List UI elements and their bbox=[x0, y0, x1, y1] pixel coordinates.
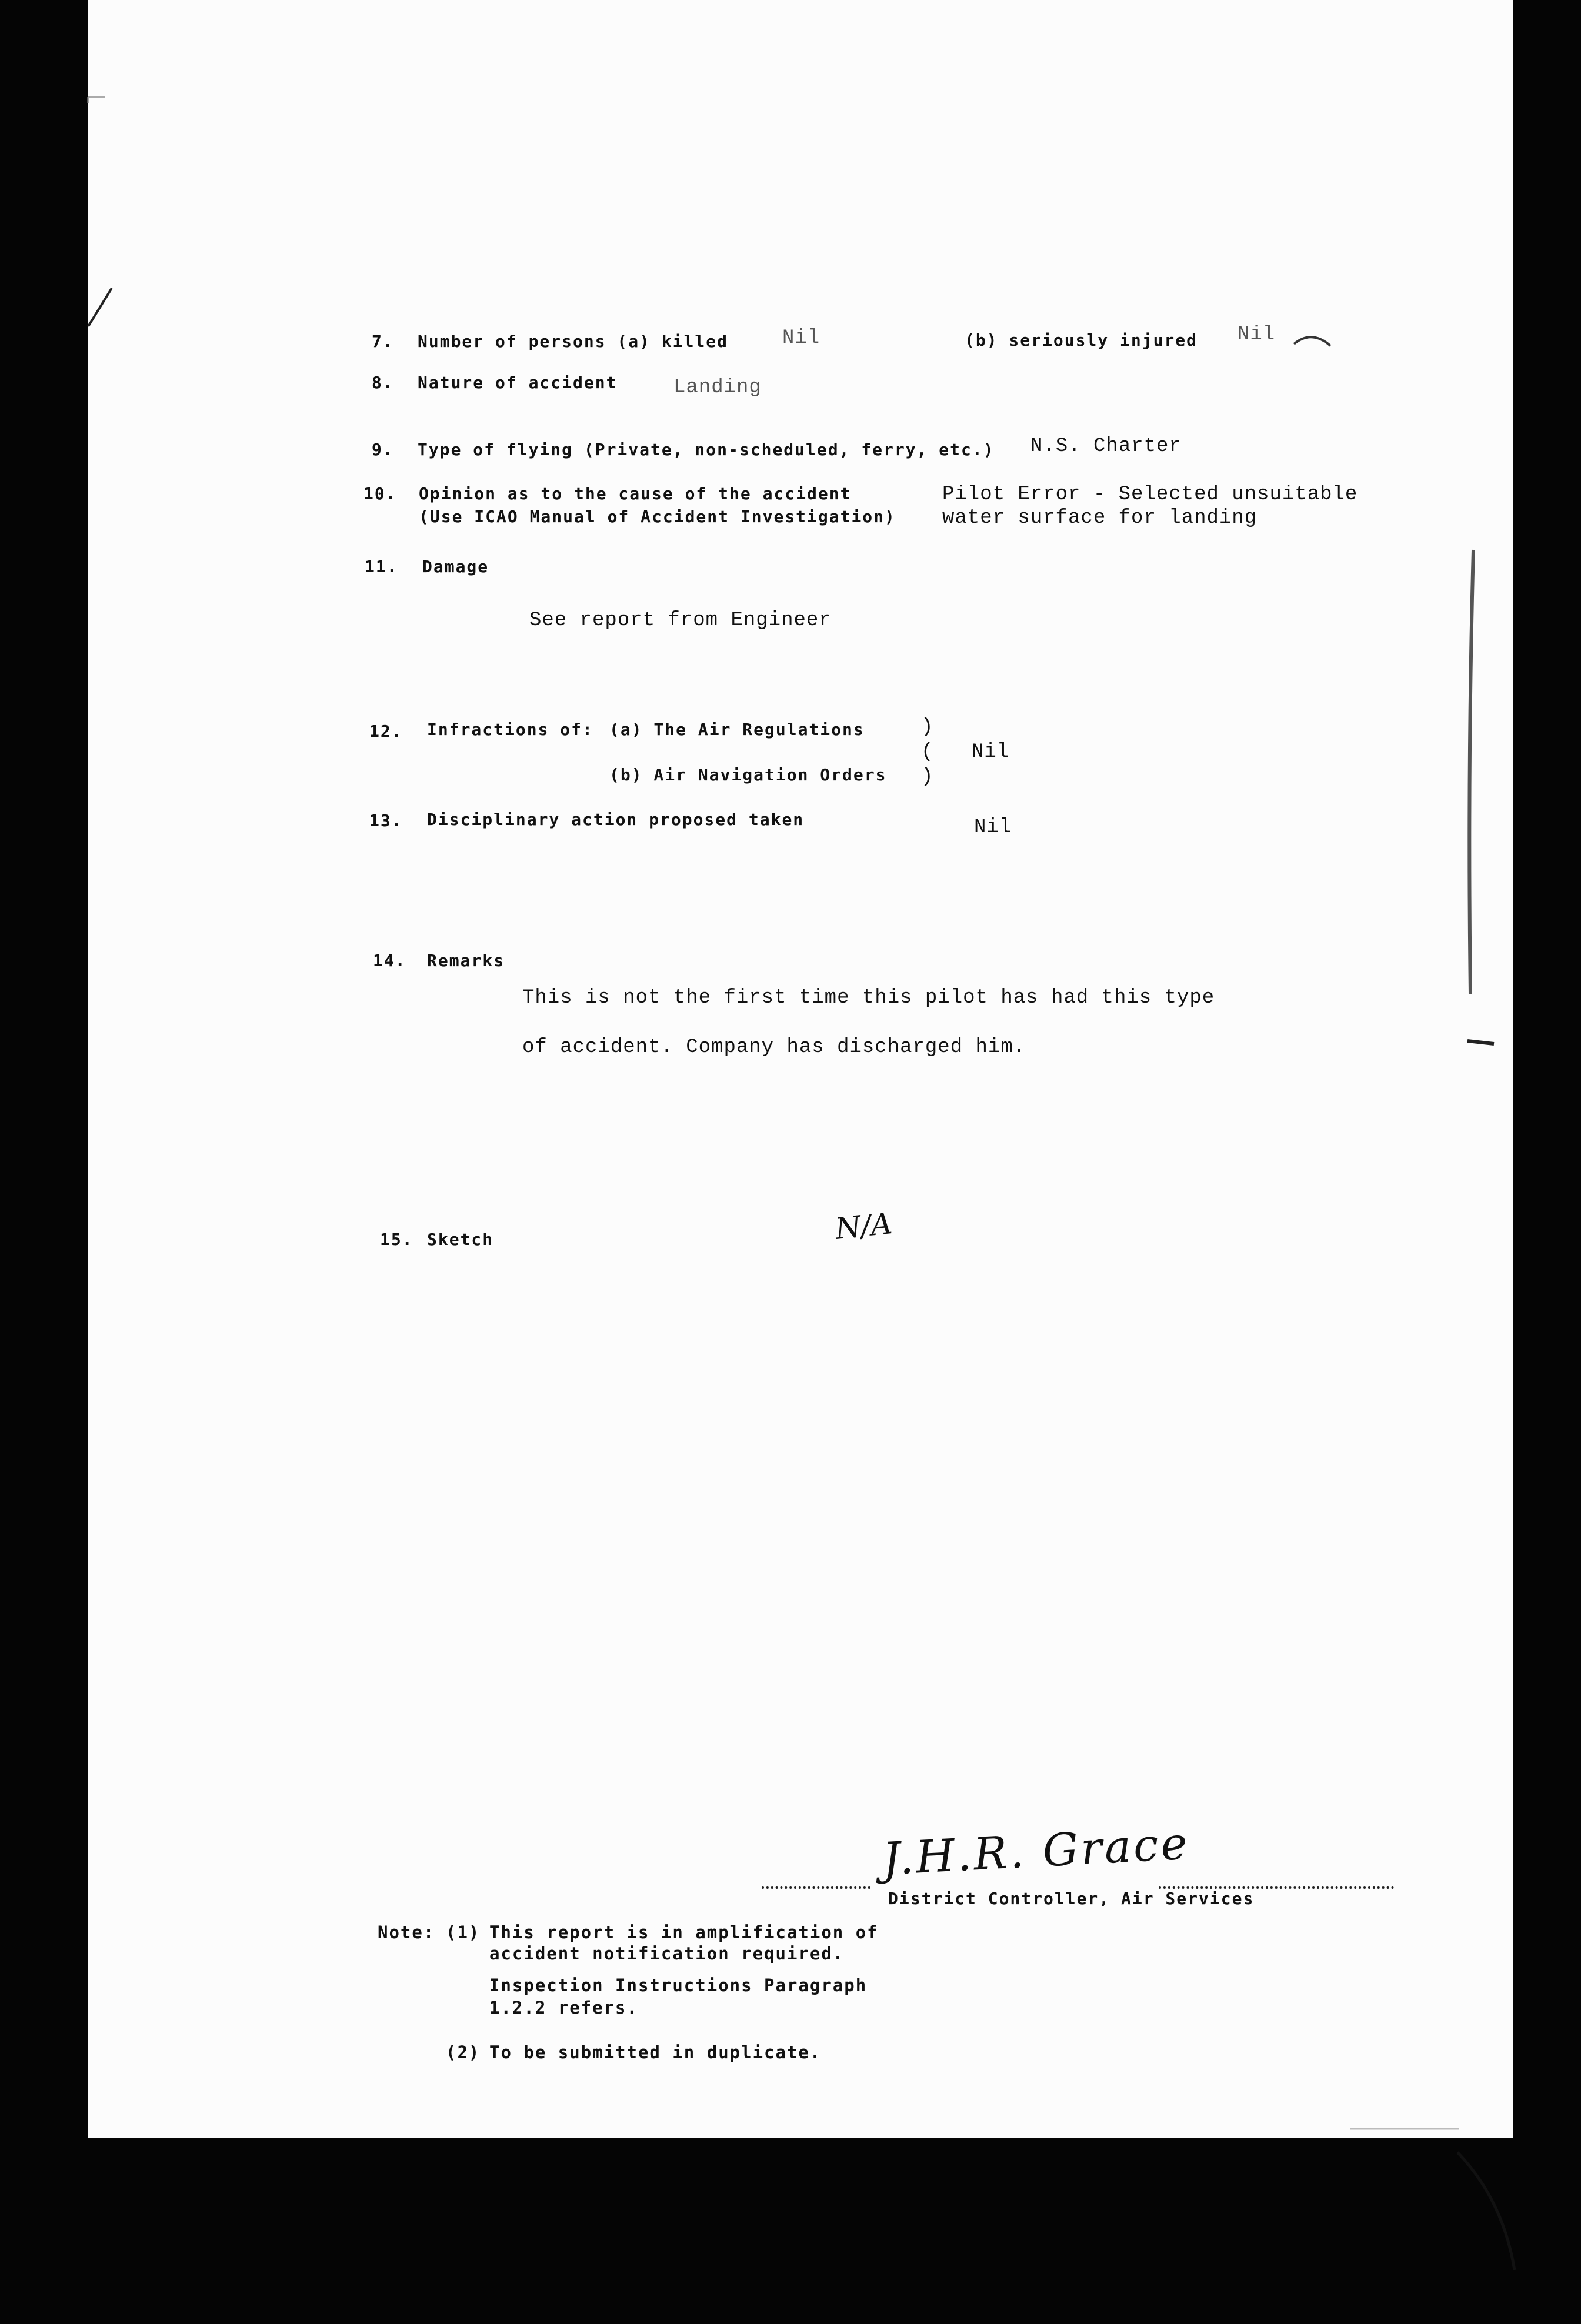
signature-leader-left bbox=[762, 1886, 870, 1889]
item-8-number: 8. bbox=[372, 373, 394, 392]
note-1-number: (1) bbox=[446, 1922, 481, 1942]
item-10-label-line-1: Opinion as to the cause of the accident bbox=[419, 484, 852, 503]
note-1-line-2: accident notification required. bbox=[489, 1944, 845, 1964]
item-11-value: See report from Engineer bbox=[529, 609, 832, 632]
note-1-line-3: Inspection Instructions Paragraph bbox=[489, 1975, 868, 1995]
item-12-paren-1: ) bbox=[921, 716, 934, 739]
item-7-killed-value: Nil bbox=[782, 327, 820, 349]
item-7b-label: (b) seriously injured bbox=[965, 330, 1198, 350]
item-8-label: Nature of accident bbox=[418, 373, 618, 392]
item-9-label: Type of flying (Private, non-scheduled, ferry, etc.) bbox=[418, 440, 995, 459]
item-13-value: Nil bbox=[974, 816, 1012, 839]
item-7-number: 7. bbox=[372, 332, 394, 351]
handwritten-signature: J.H.R. Grace bbox=[881, 1817, 1191, 1885]
item-12a-label: (a) The Air Regulations bbox=[609, 720, 865, 739]
note-1-line-1: This report is in amplification of bbox=[489, 1922, 879, 1942]
item-12-value: Nil bbox=[972, 741, 1010, 763]
item-10-number: 10. bbox=[363, 484, 397, 503]
item-12-number: 12. bbox=[369, 722, 403, 741]
item-14-label: Remarks bbox=[427, 951, 505, 970]
note-label: Note: bbox=[378, 1922, 435, 1942]
item-13-label: Disciplinary action proposed taken bbox=[427, 810, 805, 829]
item-7-label: Number of persons (a) killed bbox=[418, 332, 729, 351]
item-11-number: 11. bbox=[365, 557, 398, 576]
item-14-number: 14. bbox=[373, 951, 406, 970]
item-10-value-line-2: water surface for landing bbox=[942, 507, 1258, 529]
item-7-injured-value: Nil bbox=[1238, 323, 1276, 346]
signature-title: District Controller, Air Services bbox=[888, 1889, 1255, 1908]
sketch-handwritten-value: N/A bbox=[833, 1206, 894, 1246]
note-2-number: (2) bbox=[446, 2042, 481, 2062]
item-8-value: Landing bbox=[673, 376, 762, 399]
item-9-number: 9. bbox=[372, 440, 394, 459]
item-12-label: Infractions of: bbox=[427, 720, 593, 739]
item-10-value-line-1: Pilot Error - Selected unsuitable bbox=[942, 483, 1358, 506]
remarks-line-1: This is not the first time this pilot has had this type bbox=[522, 987, 1215, 1009]
item-13-number: 13. bbox=[369, 811, 403, 830]
note-1-line-4: 1.2.2 refers. bbox=[489, 1998, 638, 2018]
item-12-paren-2: ( bbox=[921, 741, 934, 763]
note-2-line-1: To be submitted in duplicate. bbox=[489, 2042, 822, 2062]
item-15-label: Sketch bbox=[427, 1230, 494, 1249]
item-15-number: 15. bbox=[380, 1230, 413, 1249]
item-11-label: Damage bbox=[422, 557, 489, 576]
remarks-line-2: of accident. Company has discharged him. bbox=[522, 1036, 1026, 1059]
item-12-paren-3: ) bbox=[921, 766, 934, 788]
item-9-value: N.S. Charter bbox=[1030, 435, 1182, 458]
item-10-label-line-2: (Use ICAO Manual of Accident Investigation) bbox=[419, 507, 896, 526]
item-12b-label: (b) Air Navigation Orders bbox=[609, 765, 887, 784]
